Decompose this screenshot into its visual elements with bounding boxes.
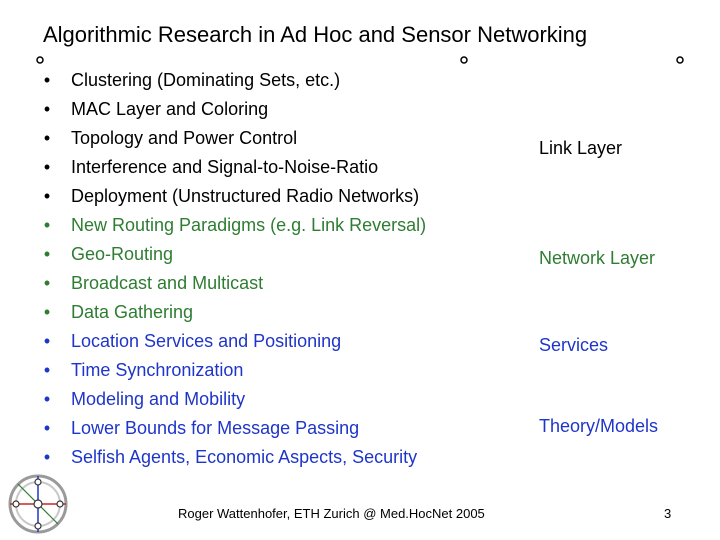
bullet-item <box>41 66 426 95</box>
bullet-dot-icon: • <box>43 389 51 409</box>
category-link-layer: Link Layer <box>539 138 623 158</box>
bullet-text: Clustering (Dominating Sets, etc.) <box>71 70 341 90</box>
category-theory-models: Theory/Models <box>539 416 659 436</box>
bullet-text: Topology and Power Control <box>71 128 298 148</box>
bullet-dot-icon: • <box>43 128 51 148</box>
category-services: Services <box>539 335 609 355</box>
bullet-text: MAC Layer and Coloring <box>71 99 269 119</box>
bullet-dot-icon: • <box>43 418 51 438</box>
bullet-text: Deployment (Unstructured Radio Networks) <box>71 186 420 206</box>
footer-author: Roger Wattenhofer, ETH Zurich @ Med.HocNet 2005 <box>178 506 485 521</box>
page-number: 3 <box>664 506 672 521</box>
bullet-text: Broadcast and Multicast <box>71 273 264 293</box>
bullet-item <box>41 211 426 240</box>
slide-title: Algorithmic Research in Ad Hoc and Sensor Networking <box>43 22 588 47</box>
bullet-text: New Routing Paradigms (e.g. Link Reversal) <box>71 215 427 235</box>
bullet-dot-icon: • <box>43 273 51 293</box>
bullet-item <box>41 240 426 269</box>
bullet-dot-icon: • <box>43 157 51 177</box>
bullet-item <box>41 124 426 153</box>
bullet-dot-icon: • <box>43 447 51 467</box>
network-graph-logo-icon <box>6 472 70 536</box>
bullet-item <box>41 95 426 124</box>
category-network-layer: Network Layer <box>539 248 656 268</box>
bullet-text: Time Synchronization <box>71 360 244 380</box>
bullet-dot-icon: • <box>43 99 51 119</box>
bullet-dot-icon: • <box>43 186 51 206</box>
bullet-list <box>41 66 426 472</box>
bullet-text: Modeling and Mobility <box>71 389 246 409</box>
bullet-item <box>41 269 426 298</box>
bullet-text: Lower Bounds for Message Passing <box>71 418 360 438</box>
bullet-item <box>41 443 426 472</box>
bullet-dot-icon: • <box>43 360 51 380</box>
bullet-item <box>41 327 426 356</box>
bullet-text: Data Gathering <box>71 302 194 322</box>
bullet-text: Location Services and Positioning <box>71 331 342 351</box>
bullet-item <box>41 385 426 414</box>
bullet-item <box>41 356 426 385</box>
bullet-text: Interference and Signal-to-Noise-Ratio <box>71 157 379 177</box>
bullet-dot-icon: • <box>43 70 51 90</box>
bullet-dot-icon: • <box>43 302 51 322</box>
bullet-dot-icon: • <box>43 244 51 264</box>
bullet-dot-icon: • <box>43 215 51 235</box>
bullet-text: Geo-Routing <box>71 244 174 264</box>
bullet-item <box>41 414 426 443</box>
bullet-item <box>41 182 426 211</box>
bullet-item <box>41 153 426 182</box>
bullet-item <box>41 298 426 327</box>
bullet-dot-icon: • <box>43 331 51 351</box>
bullet-text: Selfish Agents, Economic Aspects, Security <box>71 447 418 467</box>
